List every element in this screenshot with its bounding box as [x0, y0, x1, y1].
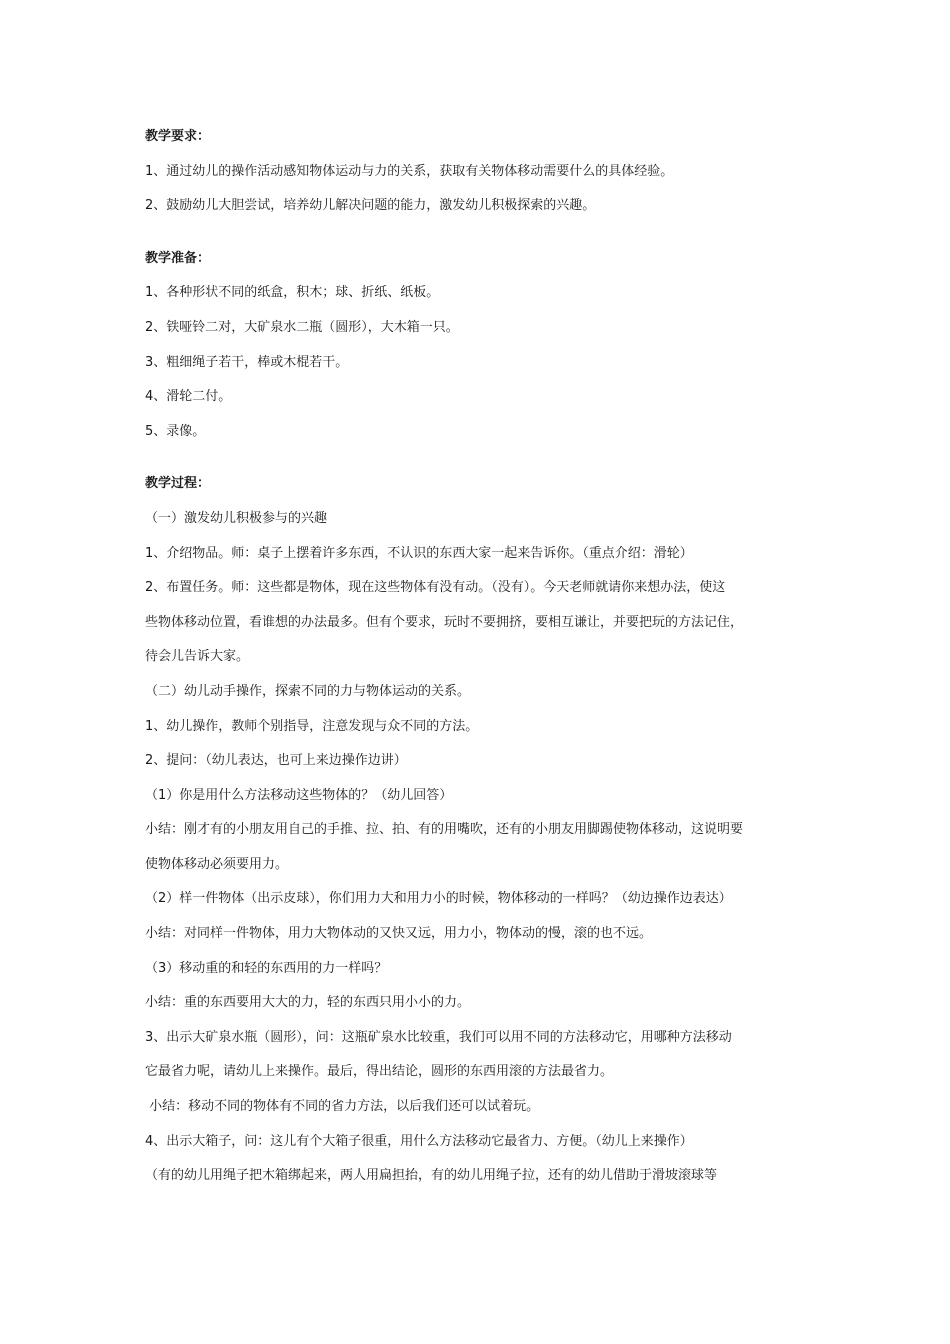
process-line: 4、出示大箱子，问：这儿有个大箱子很重，用什么方法移动它最省力、方便。（幼儿上来操作）	[145, 1133, 693, 1149]
document-body	[145, 120, 825, 1194]
preparation-item: 1、各种形状不同的纸盒，积木；球、折纸、纸板。	[145, 285, 440, 301]
requirement-item: 1、通过幼儿的操作活动感知物体运动与力的关系，获取有关物体移动需要什么的具体经验。	[145, 163, 674, 179]
process-line: （1）你是用什么方法移动这些物体的？（幼儿回答）	[145, 787, 453, 803]
process-line: （3）移动重的和轻的东西用的力一样吗？	[145, 960, 388, 976]
process-line: 待会儿告诉大家。	[145, 649, 250, 665]
preparation-item: 2、铁哑铃二对，大矿泉水二瓶（圆形），大木箱一只。	[145, 319, 459, 335]
requirement-item: 2、鼓励幼儿大胆尝试，培养幼儿解决问题的能力，激发幼儿积极探索的兴趣。	[145, 198, 596, 214]
process-line: 2、布置任务。师：这些都是物体，现在这些物体有没有动。（没有）。今天老师就请你来想办法，使这	[145, 580, 726, 596]
process-line: （有的幼儿用绳子把木箱绑起来，两人用扁担抬，有的幼儿用绳子拉，还有的幼儿借助于滑坡滚球等	[145, 1168, 718, 1184]
preparation-heading: 教学准备：	[145, 250, 211, 266]
process-line: 小结：重的东西要用大大的力，轻的东西只用小小的力。	[145, 995, 471, 1011]
process-line: 使物体移动必须要用力。	[145, 856, 289, 872]
process-line: （一）激发幼儿积极参与的兴趣	[145, 510, 328, 526]
section-spacer	[145, 449, 825, 467]
preparation-item: 3、粗细绳子若干，棒或木棍若干。	[145, 354, 349, 370]
preparation-item: 5、录像。	[145, 423, 206, 439]
process-line: 些物体移动位置，看谁想的办法最多。但有个要求，玩时不要拥挤，要相互谦让，并要把玩的方法记住，	[145, 614, 744, 630]
process-line: （2）样一件物体（出示皮球），你们用力大和用力小的时候，物体移动的一样吗？（幼边操作边表达）	[145, 891, 732, 907]
process-line: 3、出示大矿泉水瓶（圆形），问：这瓶矿泉水比较重，我们可以用不同的方法移动它，用哪种方法移动	[145, 1029, 732, 1045]
process-heading: 教学过程：	[145, 476, 211, 492]
preparation-item: 4、滑轮二付。	[145, 389, 232, 405]
process-line: （二）幼儿动手操作，探索不同的力与物体运动的关系。	[145, 683, 471, 699]
process-line: 2、提问：（幼儿表达，也可上来边操作边讲）	[145, 753, 407, 769]
process-line: 1、介绍物品。师：桌子上摆着许多东西，不认识的东西大家一起来告诉你。（重点介绍：滑轮）	[145, 545, 693, 561]
process-line: 小结：移动不同的物体有不同的省力方法，以后我们还可以试着玩。	[145, 1099, 540, 1115]
process-line: 它最省力呢，请幼儿上来操作。最后，得出结论，圆形的东西用滚的方法最省力。	[145, 1064, 614, 1080]
requirements-heading: 教学要求：	[145, 129, 211, 144]
process-line: 小结：对同样一件物体，用力大物体动的又快又远，用力小，物体动的慢，滚的也不远。	[145, 926, 653, 942]
process-line: 小结：刚才有的小朋友用自己的手推、拉、拍、有的用嘴吹，还有的小朋友用脚踢使物体移动，这说明要	[145, 822, 744, 838]
process-line: 1、幼儿操作，教师个别指导，注意发现与众不同的方法。	[145, 718, 479, 734]
section-spacer	[145, 224, 825, 242]
